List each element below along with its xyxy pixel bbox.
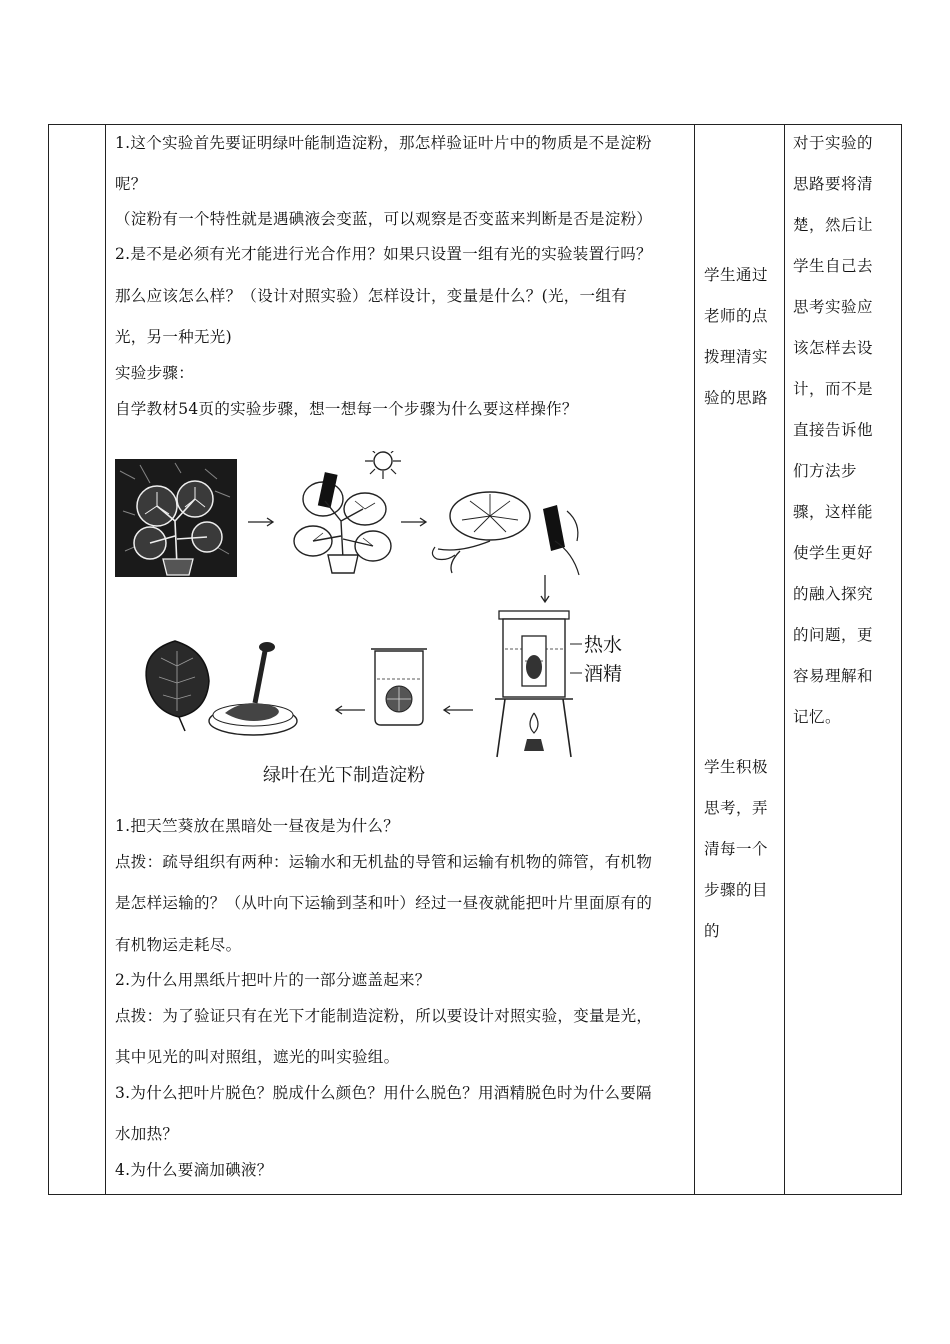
text-line: 使学生更好 bbox=[793, 544, 874, 562]
table-divider bbox=[105, 125, 106, 1194]
text-line: 清每一个 bbox=[704, 840, 769, 858]
text-line: 验的思路 bbox=[704, 389, 769, 407]
beaker-icon bbox=[371, 649, 427, 725]
text-line: 自学教材54页的实验步骤，想一想每一个步骤为什么要这样操作？ bbox=[115, 400, 578, 418]
petri-dish-icon bbox=[209, 642, 297, 735]
text-line: 是怎样运输的？（从叶向下运输到茎和叶）经过一昼夜就能把叶片里面原有的 bbox=[115, 894, 653, 912]
text-line: 其中见光的叫对照组，遮光的叫实验组。 bbox=[115, 1048, 400, 1066]
text-line: 思路要将清 bbox=[793, 175, 874, 193]
text-line: 4.为什么要滴加碘液？ bbox=[115, 1161, 273, 1179]
starch-experiment-figure bbox=[115, 451, 695, 789]
text-line: 学生自己去 bbox=[793, 257, 874, 275]
text-line: 的融入探究 bbox=[793, 585, 874, 603]
alcohol-label: 酒精 bbox=[584, 663, 623, 685]
text-line: 2.是不是必须有光才能进行光合作用？如果只设置一组有光的实验装置行吗？ bbox=[115, 245, 652, 263]
text-line: 3.为什么把叶片脱色？脱成什么颜色？用什么脱色？用酒精脱色时为什么要隔 bbox=[115, 1084, 652, 1102]
plant-with-covered-leaf-icon bbox=[294, 472, 391, 573]
result-leaf-icon bbox=[146, 641, 209, 731]
table-divider bbox=[784, 125, 785, 1194]
text-line: 步骤的目 bbox=[704, 881, 769, 899]
text-line: 1.这个实验首先要证明绿叶能制造淀粉，那怎样验证叶片中的物质是不是淀粉 bbox=[115, 134, 652, 152]
text-line: 计，而不是 bbox=[793, 380, 874, 398]
water-bath-apparatus-icon bbox=[495, 611, 582, 757]
text-line: 水加热？ bbox=[115, 1125, 179, 1143]
lesson-table bbox=[48, 124, 902, 1195]
text-line: 的问题，更 bbox=[793, 626, 874, 644]
text-line: 对于实验的 bbox=[793, 134, 874, 152]
text-line: 2.为什么用黑纸片把叶片的一部分遮盖起来？ bbox=[115, 971, 431, 989]
text-line: 有机物运走耗尽。 bbox=[115, 936, 242, 954]
hot-water-label: 热水 bbox=[584, 634, 623, 656]
text-line: 那么应该怎么样？（设计对照实验）怎样设计，变量是什么？(光，一组有 bbox=[115, 287, 627, 305]
text-line: 思考实验应 bbox=[793, 298, 874, 316]
text-line: 容易理解和 bbox=[793, 667, 874, 685]
text-line: 点拨：疏导组织有两种：运输水和无机盐的导管和运输有机物的筛管，有机物 bbox=[115, 853, 653, 871]
text-line: 光，另一种无光) bbox=[115, 328, 232, 346]
text-line: 实验步骤： bbox=[115, 364, 195, 382]
text-line: 学生通过 bbox=[704, 266, 769, 284]
text-line: 拨理清实 bbox=[704, 348, 769, 366]
text-line: 思考，弄 bbox=[704, 799, 769, 817]
text-line: 点拨：为了验证只有在光下才能制造淀粉，所以要设计对照实验，变量是光， bbox=[115, 1007, 653, 1025]
text-line: （淀粉有一个特性就是遇碘液会变蓝，可以观察是否变蓝来判断是否是淀粉） bbox=[115, 210, 653, 228]
text-line: 老师的点 bbox=[704, 307, 769, 325]
text-line: 该怎样去设 bbox=[793, 339, 874, 357]
text-line: 楚，然后让 bbox=[793, 216, 874, 234]
text-line: 的 bbox=[704, 922, 721, 940]
text-line: 1.把天竺葵放在黑暗处一昼夜是为什么？ bbox=[115, 817, 399, 835]
picked-leaf-icon bbox=[432, 492, 579, 575]
text-line: 记忆。 bbox=[793, 708, 842, 726]
text-line: 学生积极 bbox=[704, 758, 769, 776]
text-line: 呢？ bbox=[115, 175, 147, 193]
text-line: 们方法步 bbox=[793, 462, 858, 480]
text-line: 骤，这样能 bbox=[793, 503, 874, 521]
text-line: 直接告诉他 bbox=[793, 421, 874, 439]
sun-icon bbox=[365, 451, 401, 479]
figure-caption: 绿叶在光下制造淀粉 bbox=[263, 765, 425, 786]
dark-plant-icon bbox=[115, 459, 237, 577]
